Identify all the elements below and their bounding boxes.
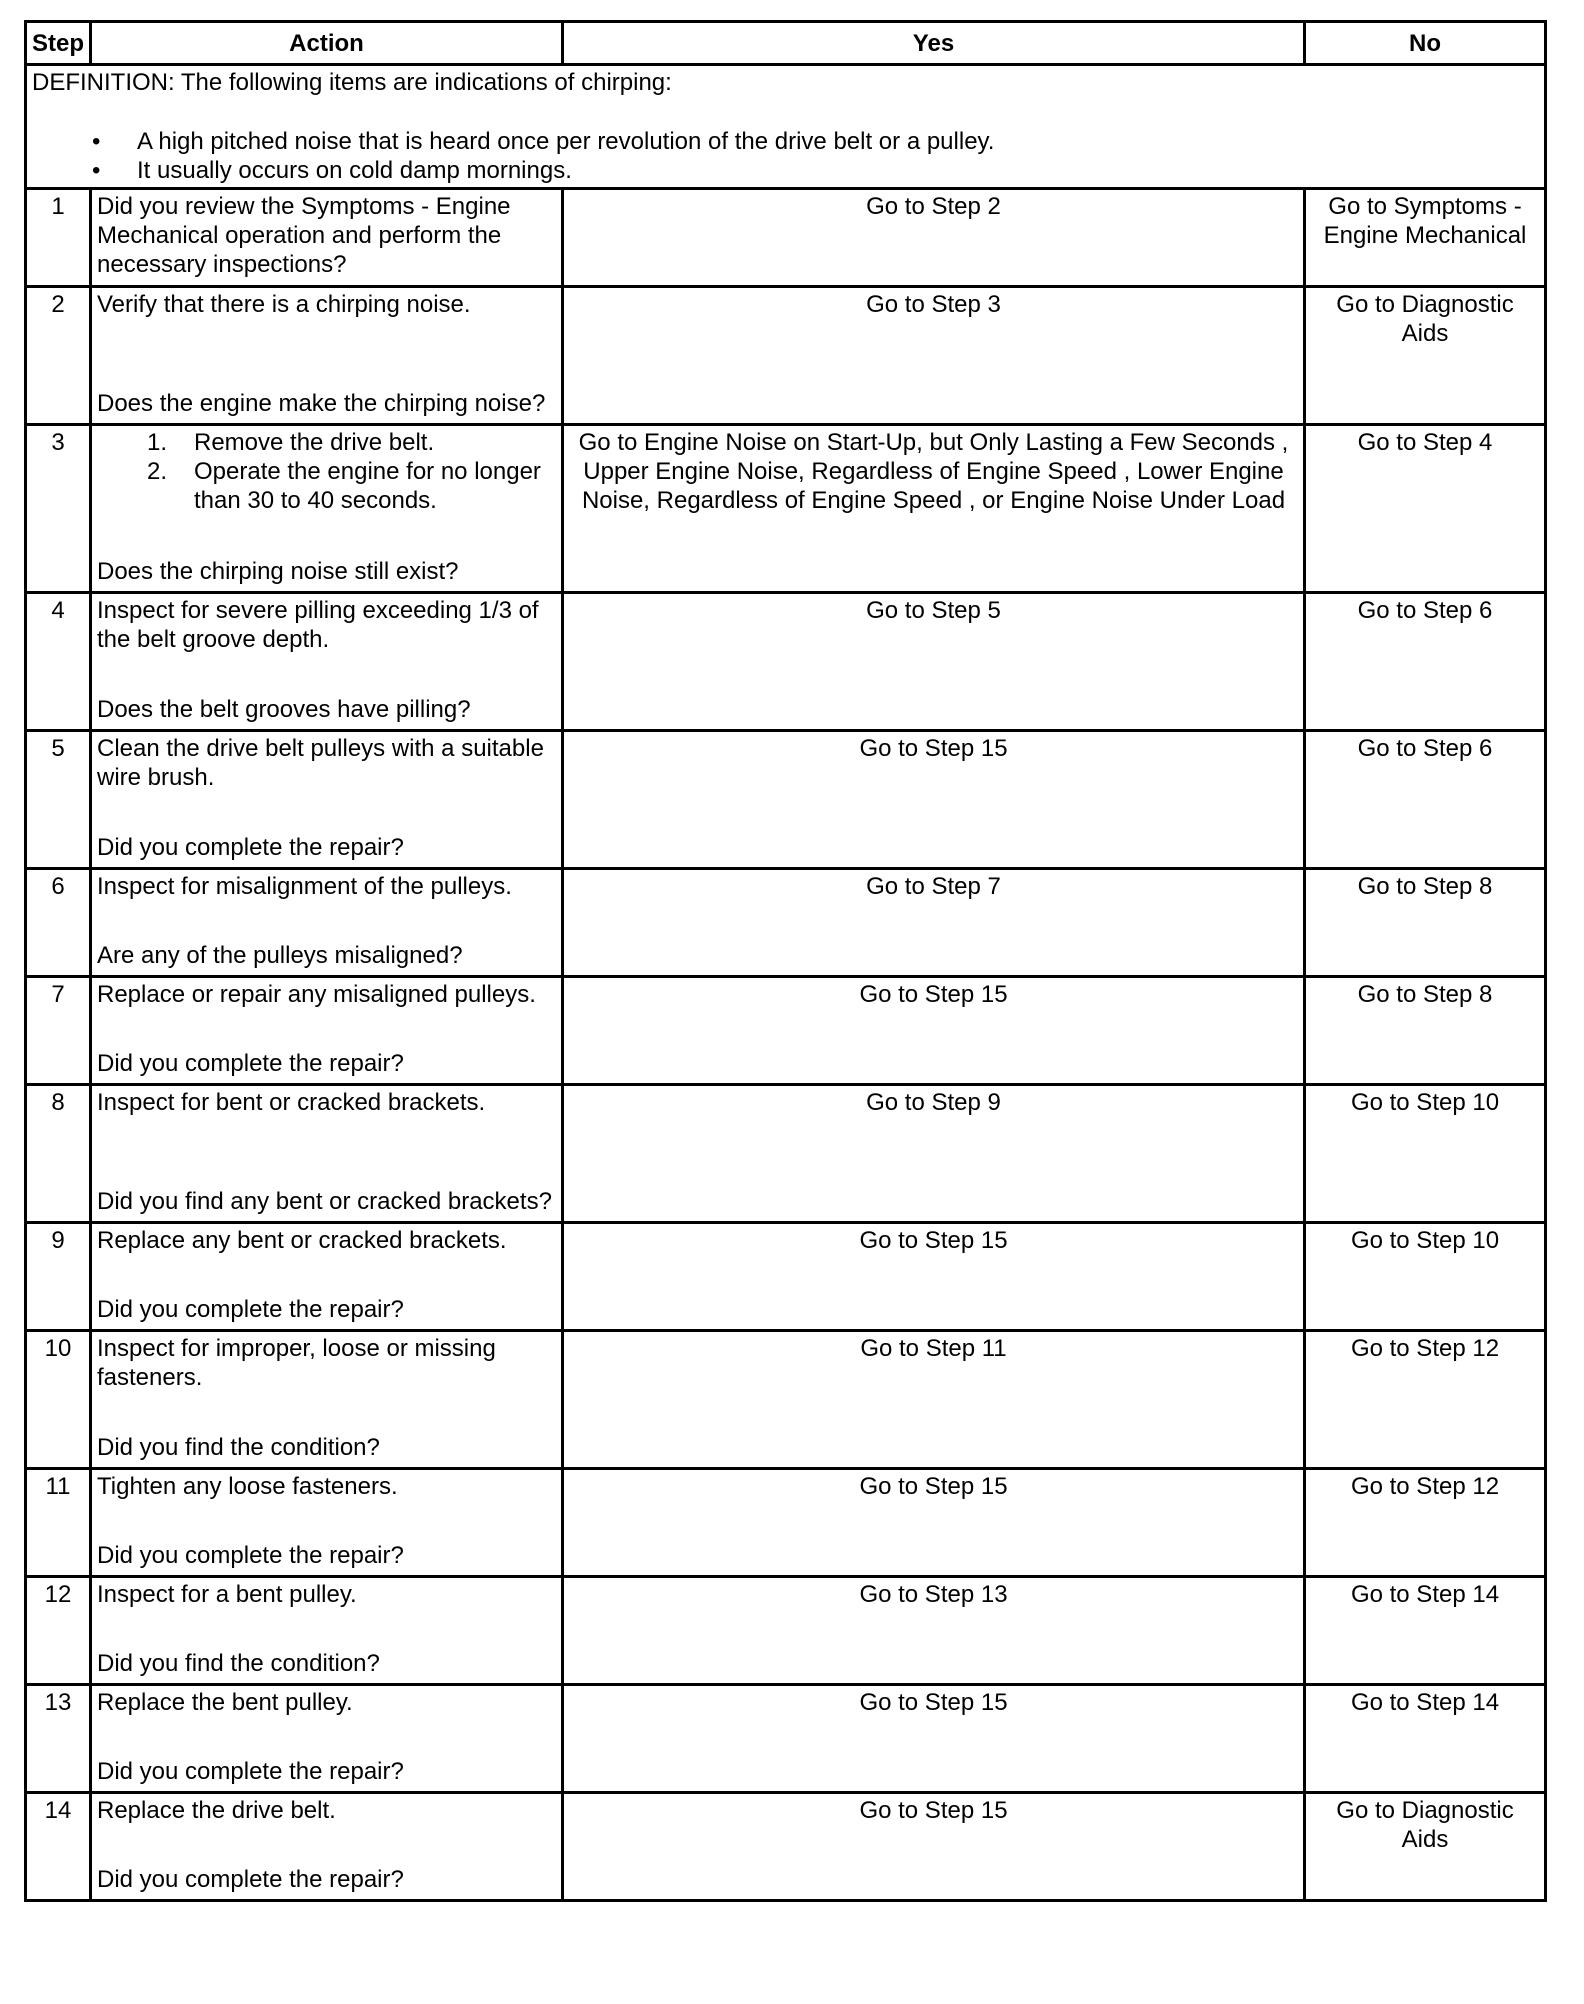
action-instruction: Inspect for misalignment of the pulleys. [97,873,512,900]
no-result: Go to Step 12 [1305,1331,1546,1469]
no-result: Go to Diagnostic Aids [1305,1793,1546,1901]
table-row [26,869,1546,977]
action-instruction: Verify that there is a chirping noise. [97,291,471,318]
no-result: Go to Step 8 [1305,869,1546,977]
step-number: 7 [26,977,91,1085]
action-question: Did you complete the repair? [97,1296,404,1323]
step-number: 12 [26,1577,91,1685]
no-result: Go to Step 10 [1305,1223,1546,1331]
table-row [26,1085,1546,1223]
action-cell [91,593,563,731]
action-instruction: Clean the drive belt pulleys with a suitable wire brush. [97,735,544,791]
no-result: Go to Diagnostic Aids [1305,287,1546,425]
yes-result: Go to Step 15 [563,1685,1305,1793]
action-steps-list [97,428,556,515]
action-cell [91,1085,563,1223]
action-cell [91,1577,563,1685]
action-step-item [147,428,556,457]
no-result: Go to Step 8 [1305,977,1546,1085]
yes-result: Go to Step 15 [563,977,1305,1085]
table-row [26,1223,1546,1331]
action-question: Did you find the condition? [97,1650,380,1677]
action-question: Did you review the Symptoms - Engine Mechanical operation and perform the necessary inspections? [97,193,511,278]
action-instruction: Replace any bent or cracked brackets. [97,1227,507,1254]
yes-result: Go to Step 15 [563,1223,1305,1331]
yes-result: Go to Step 15 [563,731,1305,869]
table-row [26,593,1546,731]
yes-result: Go to Engine Noise on Start-Up, but Only Lasting a Few Seconds , Upper Engine Noise, Regardless of Engine Speed , Lower Engine Noise, Regardless of Engine Speed , or Engine Noise Under Load [563,425,1305,593]
header-action: Action [91,22,563,65]
action-instruction: Inspect for improper, loose or missing fasteners. [97,1335,496,1391]
action-step-number: 2. [147,458,168,485]
step-number: 11 [26,1469,91,1577]
table-row [26,1793,1546,1901]
no-result: Go to Step 4 [1305,425,1546,593]
header-no: No [1305,22,1546,65]
step-number: 14 [26,1793,91,1901]
action-instruction: Tighten any loose fasteners. [97,1473,398,1500]
action-question: Did you find the condition? [97,1434,380,1461]
action-question: Did you complete the repair? [97,1050,404,1077]
action-instruction: Inspect for bent or cracked brackets. [97,1089,486,1116]
action-step-item [147,457,556,515]
table-row [26,189,1546,287]
no-result: Go to Step 14 [1305,1577,1546,1685]
action-step-text: Remove the drive belt. [194,429,435,456]
yes-result: Go to Step 15 [563,1793,1305,1901]
yes-result: Go to Step 15 [563,1469,1305,1577]
action-question: Did you complete the repair? [97,1758,404,1785]
yes-result: Go to Step 3 [563,287,1305,425]
action-instruction: Inspect for severe pilling exceeding 1/3 of the belt groove depth. [97,597,539,653]
diagnostic-table [24,20,1547,1902]
action-instruction [97,428,556,515]
table-row [26,1577,1546,1685]
yes-result: Go to Step 7 [563,869,1305,977]
action-cell [91,1469,563,1577]
action-step-text: Operate the engine for no longer than 30 to 40 seconds. [194,458,541,514]
no-result: Go to Step 6 [1305,731,1546,869]
action-question: Did you complete the repair? [97,1542,404,1569]
no-result: Go to Step 14 [1305,1685,1546,1793]
definition-cell [26,65,1546,189]
header-step: Step [26,22,91,65]
action-question: Did you complete the repair? [97,1866,404,1893]
action-instruction: Replace the drive belt. [97,1797,336,1824]
action-cell [91,425,563,593]
step-number: 1 [26,189,91,287]
step-number: 13 [26,1685,91,1793]
action-question: Does the chirping noise still exist? [97,558,459,585]
yes-result: Go to Step 9 [563,1085,1305,1223]
action-cell [91,189,563,287]
no-result: Go to Symptoms - Engine Mechanical [1305,189,1546,287]
action-cell [91,869,563,977]
table-row [26,1469,1546,1577]
action-step-number: 1. [147,429,168,456]
no-result: Go to Step 6 [1305,593,1546,731]
action-instruction: Inspect for a bent pulley. [97,1581,357,1608]
action-question: Did you find any bent or cracked brackets? [97,1188,552,1215]
table-row [26,1685,1546,1793]
table-row [26,425,1546,593]
step-number: 5 [26,731,91,869]
no-result: Go to Step 12 [1305,1469,1546,1577]
action-cell [91,1685,563,1793]
action-instruction: Replace or repair any misaligned pulleys. [97,981,536,1008]
yes-result: Go to Step 11 [563,1331,1305,1469]
yes-result: Go to Step 2 [563,189,1305,287]
yes-result: Go to Step 13 [563,1577,1305,1685]
definition-bullet: • A high pitched noise that is heard once per revolution of the drive belt or a pulley. [92,127,1539,156]
definition-bullet: • It usually occurs on cold damp mornings. [92,156,1539,185]
step-number: 2 [26,287,91,425]
no-result: Go to Step 10 [1305,1085,1546,1223]
action-cell [91,1793,563,1901]
action-instruction: Replace the bent pulley. [97,1689,353,1716]
step-number: 9 [26,1223,91,1331]
table-row [26,287,1546,425]
header-row [26,22,1546,65]
table-row [26,977,1546,1085]
action-question: Does the belt grooves have pilling? [97,696,471,723]
definition-row [26,65,1546,189]
action-cell [91,731,563,869]
step-number: 4 [26,593,91,731]
step-number: 6 [26,869,91,977]
step-number: 8 [26,1085,91,1223]
action-question: Are any of the pulleys misaligned? [97,942,463,969]
step-number: 10 [26,1331,91,1469]
action-cell [91,977,563,1085]
action-question: Did you complete the repair? [97,834,404,861]
step-number: 3 [26,425,91,593]
yes-result: Go to Step 5 [563,593,1305,731]
definition-bullets [32,127,1539,185]
header-yes: Yes [563,22,1305,65]
action-question: Does the engine make the chirping noise? [97,390,546,417]
table-row [26,731,1546,869]
action-cell [91,1223,563,1331]
definition-text: DEFINITION: The following items are indications of chirping: [32,69,672,96]
action-cell [91,287,563,425]
action-cell [91,1331,563,1469]
table-row [26,1331,1546,1469]
